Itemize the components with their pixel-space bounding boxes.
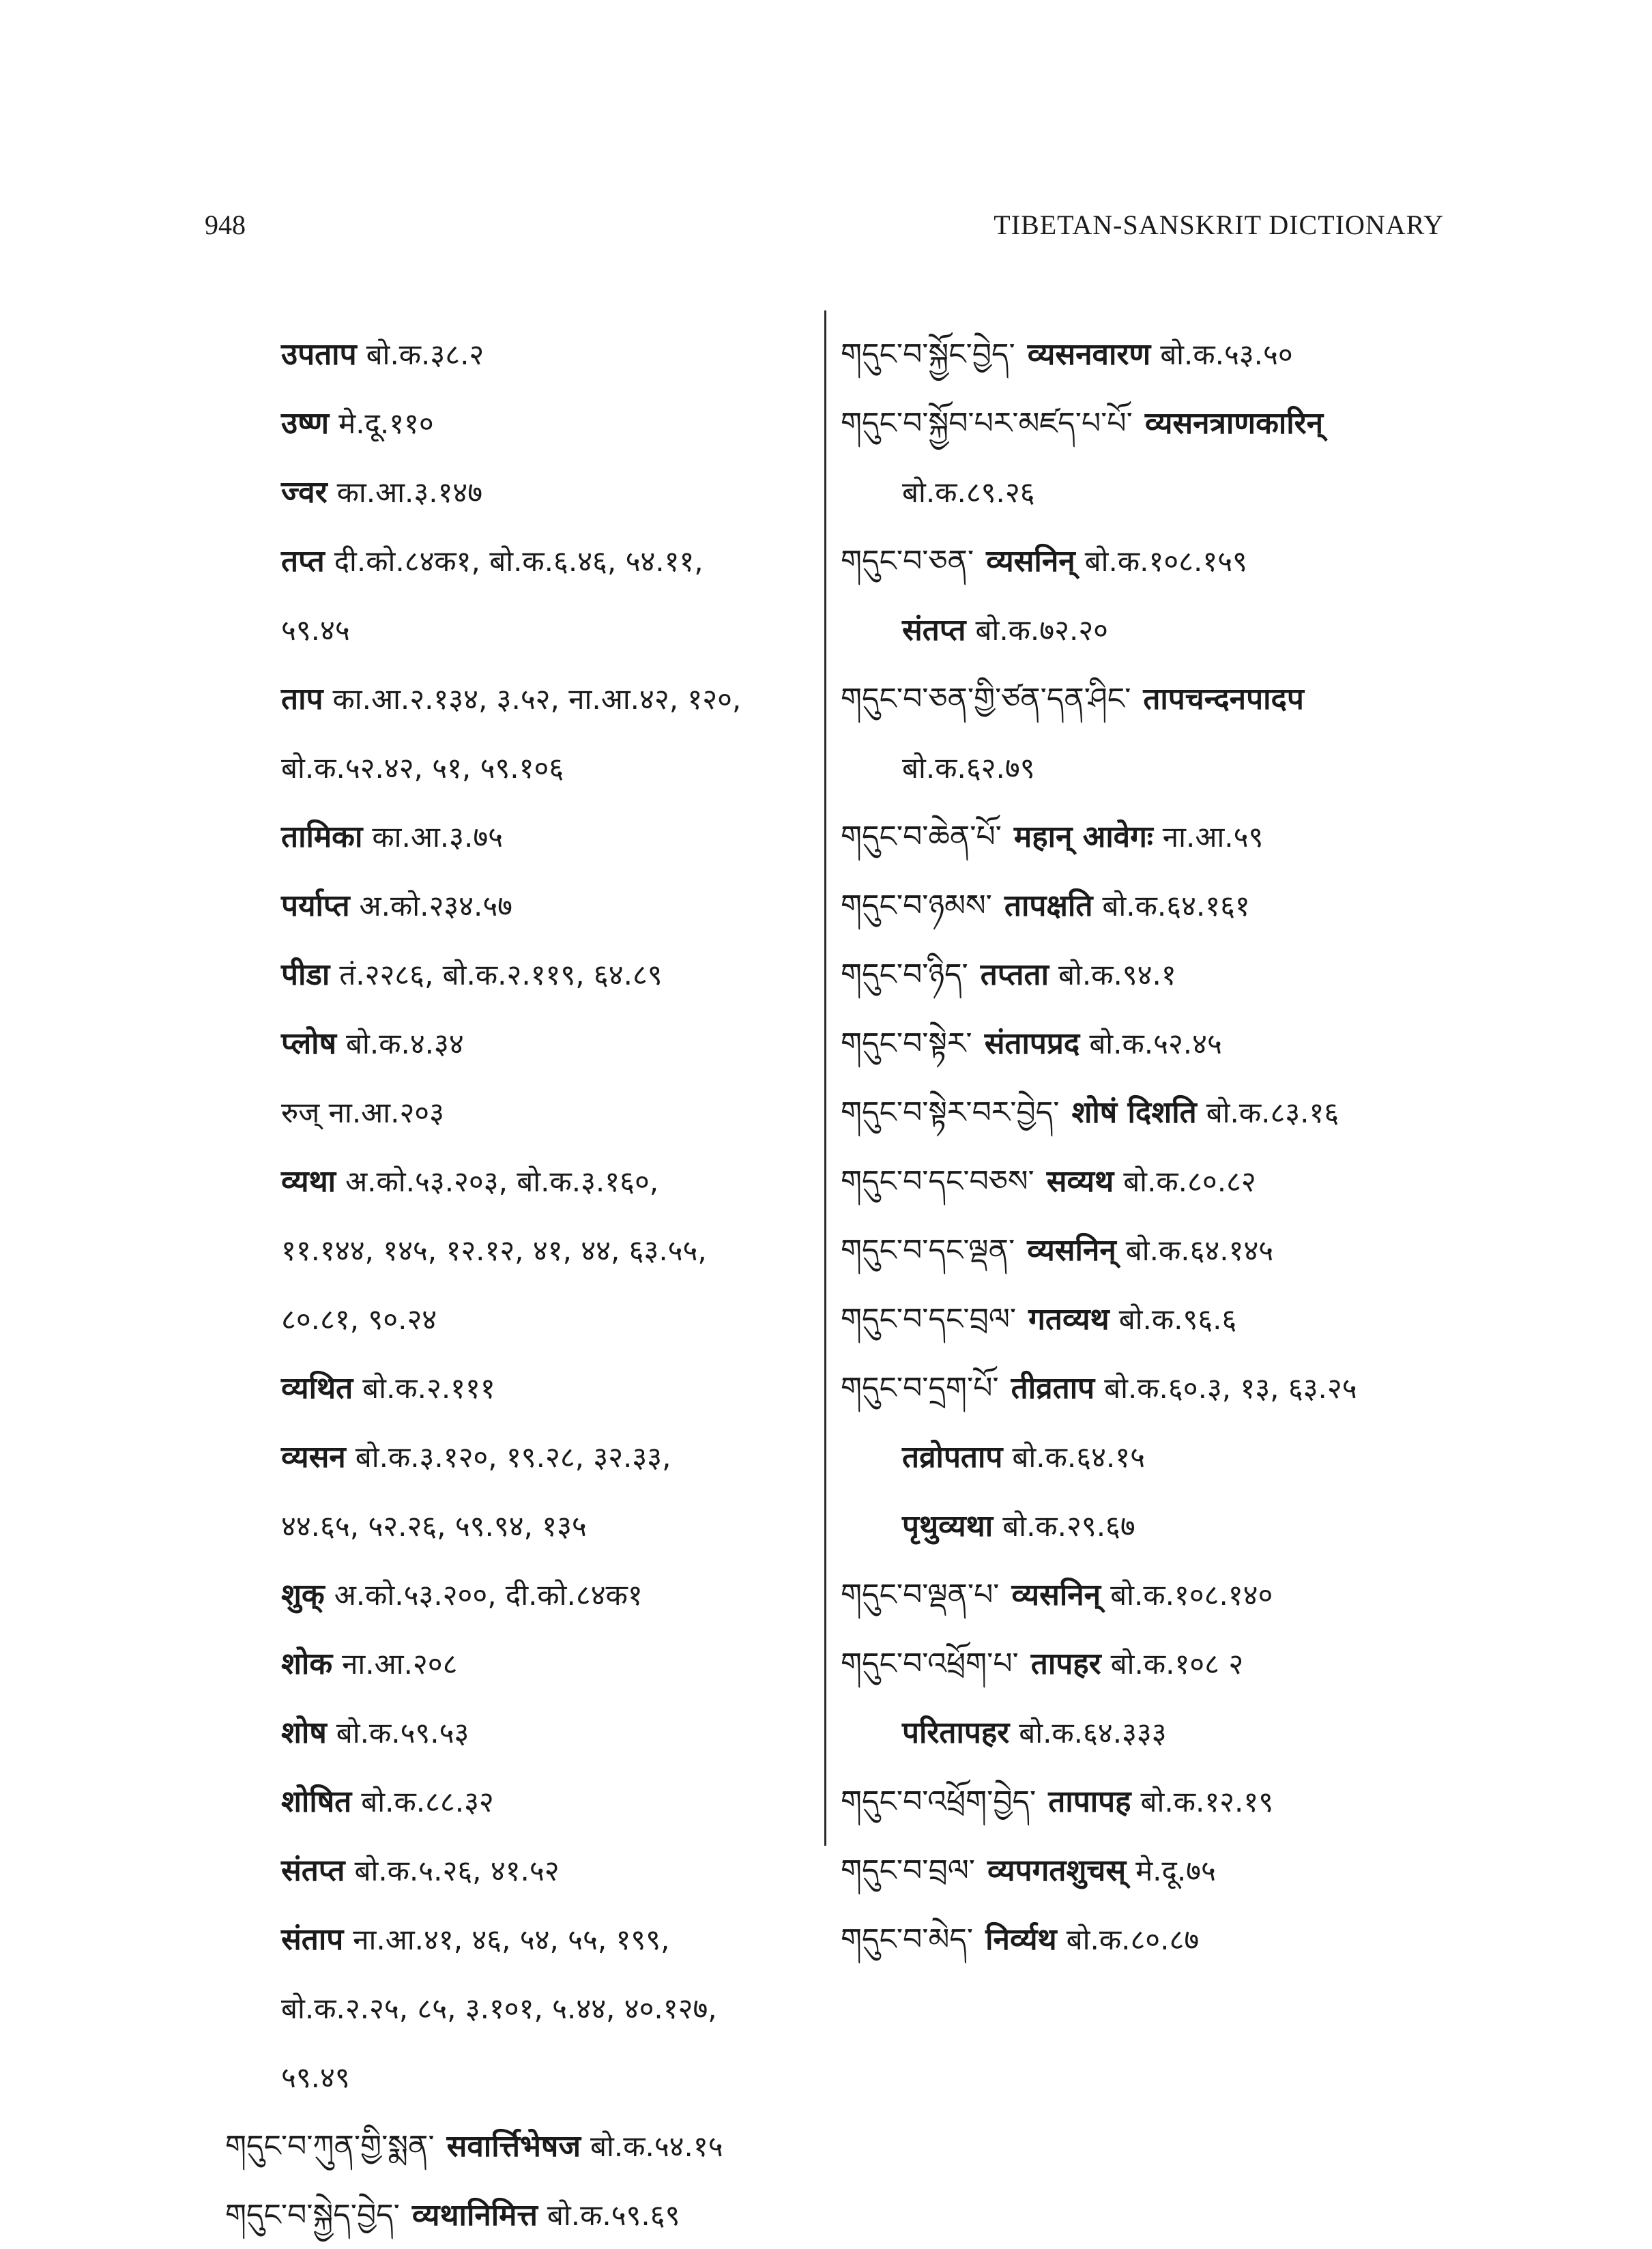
source-reference: अ.को.५३.२००, दी.को.८४क१ xyxy=(334,1578,643,1612)
dictionary-entry-line xyxy=(841,595,1455,664)
sanskrit-equivalent: उष्ण xyxy=(281,406,330,441)
sanskrit-equivalent: पृथुव्यथा xyxy=(902,1509,994,1543)
dictionary-entry-line xyxy=(841,319,1455,388)
source-reference: का.आ.२.१३४, ३.५२, ना.आ.४२, १२०, xyxy=(332,682,742,716)
source-reference: का.आ.३.७५ xyxy=(372,820,504,854)
sanskrit-equivalent: व्यसनत्राणकारिन् xyxy=(1144,406,1324,441)
sanskrit-equivalent: शोक xyxy=(281,1646,333,1681)
source-reference: बो.क.५२.४२, ५१, ५९.१०६ xyxy=(281,751,564,785)
source-reference: रुज् ना.आ.२०३ xyxy=(281,1096,444,1129)
dictionary-entry-line xyxy=(841,1077,1455,1146)
dictionary-entry-line xyxy=(225,2042,812,2111)
sanskrit-equivalent: व्यसन xyxy=(281,1440,346,1475)
dictionary-entry-line xyxy=(841,1353,1455,1422)
sanskrit-equivalent: तापहर xyxy=(1030,1646,1101,1681)
tibetan-headword: གདུང་བ་ཅན་ xyxy=(841,544,974,579)
sanskrit-equivalent: व्यसनिन् xyxy=(1027,1233,1116,1268)
sanskrit-equivalent: महान् आवेगः xyxy=(1013,819,1153,854)
source-reference: ५९.४५ xyxy=(281,613,350,647)
dictionary-entry-line xyxy=(225,388,812,457)
dictionary-entry-line xyxy=(225,457,812,526)
source-reference: बो.क.५.२६, ४१.५२ xyxy=(354,1854,560,1887)
source-reference: बो.क.१२.१९ xyxy=(1140,1785,1274,1818)
sanskrit-equivalent: शोषं दिशति xyxy=(1071,1095,1197,1130)
sanskrit-equivalent: सवार्त्तिभेषज xyxy=(446,2129,581,2164)
sanskrit-equivalent: तापापह xyxy=(1048,1784,1131,1819)
sanskrit-equivalent: ज्वर xyxy=(281,475,328,510)
page-number: 948 xyxy=(205,209,246,240)
source-reference: तं.२२८६, बो.क.२.११९, ६४.८९ xyxy=(339,958,663,991)
column-divider xyxy=(824,310,826,1846)
dictionary-entry-line xyxy=(225,2111,812,2180)
source-reference: ८०.८१, ९०.२४ xyxy=(281,1303,437,1336)
dictionary-entry-line xyxy=(841,802,1455,871)
sanskrit-equivalent: व्यसनिन् xyxy=(986,544,1075,579)
source-reference: ना.आ.४१, ४६, ५४, ५५, १९९, xyxy=(353,1923,670,1956)
dictionary-entry-line xyxy=(225,940,812,1009)
source-reference: बो.क.१०८.१४० xyxy=(1110,1578,1273,1612)
dictionary-entry-line xyxy=(225,1836,812,1904)
source-reference: अ.को.५३.२०३, बो.क.३.१६०, xyxy=(345,1165,659,1198)
source-reference: बो.क.६४.३३३ xyxy=(1019,1716,1167,1750)
dictionary-entry-line xyxy=(225,2180,812,2249)
tibetan-headword: གདུང་བ་སྐྱེད་བྱེད་ xyxy=(225,2198,400,2233)
source-reference: बो.क.९४.१ xyxy=(1058,958,1176,991)
dictionary-entry-line xyxy=(841,1629,1455,1698)
dictionary-entry-line xyxy=(225,1698,812,1767)
dictionary-entry-line xyxy=(225,664,812,733)
source-reference: बो.क.८८.३२ xyxy=(361,1785,494,1818)
dictionary-entry-line xyxy=(841,1698,1455,1767)
tibetan-headword: གདུང་བ་འཕྲོག་བྱེད་ xyxy=(841,1784,1037,1819)
dictionary-entry-line xyxy=(225,1284,812,1353)
dictionary-entry-line xyxy=(225,1629,812,1698)
dictionary-entry-line xyxy=(841,1491,1455,1560)
left-column xyxy=(225,319,812,2249)
tibetan-headword: གདུང་བ་ཅན་གྱི་ཙན་དན་ཤིང་ xyxy=(841,682,1131,716)
dictionary-entry-line xyxy=(841,664,1455,733)
tibetan-headword: གདུང་བ་སྐྱོང་བྱེད་ xyxy=(841,337,1015,372)
dictionary-entry-line xyxy=(225,1146,812,1215)
source-reference: बो.क.२.१११ xyxy=(362,1372,495,1405)
tibetan-headword: གདུང་བ་སྟེར་ xyxy=(841,1026,972,1061)
tibetan-headword: གདུང་བ་དང་ལྡན་ xyxy=(841,1233,1015,1268)
tibetan-headword: གདུང་བ་ཉིད་ xyxy=(841,957,968,992)
tibetan-headword: གདུང་བ་ལྡན་པ་ xyxy=(841,1578,1000,1612)
dictionary-entry-line xyxy=(841,733,1455,802)
sanskrit-equivalent: व्यथा xyxy=(281,1164,336,1199)
sanskrit-equivalent: व्यसनिन् xyxy=(1011,1578,1101,1612)
dictionary-entry-line xyxy=(841,871,1455,940)
source-reference: बो.क.३८.२ xyxy=(366,338,484,371)
dictionary-entry-line xyxy=(225,871,812,940)
dictionary-entry-line xyxy=(841,1422,1455,1491)
source-reference: मे.दू.७५ xyxy=(1135,1854,1216,1887)
sanskrit-equivalent: तापक्षति xyxy=(1004,888,1093,923)
dictionary-entry-line xyxy=(225,595,812,664)
sanskrit-equivalent: प्लोष xyxy=(281,1026,337,1061)
dictionary-entry-line xyxy=(225,1077,812,1146)
tibetan-headword: གདུང་བ་དང་བྲལ་ xyxy=(841,1302,1017,1337)
source-reference: बो.क.८०.८७ xyxy=(1066,1923,1200,1956)
source-reference: बो.क.२९.६७ xyxy=(1002,1509,1135,1543)
source-reference: अ.को.२३४.५७ xyxy=(359,889,513,923)
source-reference: बो.क.६४.१६१ xyxy=(1102,889,1250,923)
sanskrit-equivalent: पीडा xyxy=(281,957,330,992)
source-reference: बो.क.६४.१४५ xyxy=(1125,1234,1274,1267)
sanskrit-equivalent: उपताप xyxy=(281,337,357,372)
sanskrit-equivalent: व्यसनवारण xyxy=(1027,337,1151,372)
dictionary-entry-line xyxy=(841,1146,1455,1215)
tibetan-headword: གདུང་བ་བྲལ་ xyxy=(841,1853,976,1888)
sanskrit-equivalent: संतप्त xyxy=(902,613,966,648)
source-reference: बो.क.५९.५३ xyxy=(336,1716,469,1750)
dictionary-entry-line xyxy=(225,1491,812,1560)
dictionary-entry-line xyxy=(841,1215,1455,1284)
dictionary-entry-line xyxy=(225,1973,812,2042)
dictionary-entry-line xyxy=(225,1215,812,1284)
dictionary-entry-line xyxy=(225,733,812,802)
source-reference: का.आ.३.१४७ xyxy=(336,476,483,509)
sanskrit-equivalent: तीव्रताप xyxy=(1011,1371,1095,1406)
sanskrit-equivalent: व्यपगतशुचस् xyxy=(987,1853,1127,1888)
sanskrit-equivalent: तव्रोपताप xyxy=(902,1440,1003,1475)
sanskrit-equivalent: संतापप्रद xyxy=(984,1026,1080,1061)
dictionary-entry-line xyxy=(225,319,812,388)
tibetan-headword: གདུང་བ་སྐྱོབ་པར་མཛད་པ་པོ་ xyxy=(841,406,1133,441)
dictionary-entry-line xyxy=(225,526,812,595)
sanskrit-equivalent: परितापहर xyxy=(902,1715,1010,1750)
source-reference: बो.क.९६.६ xyxy=(1118,1303,1237,1336)
source-reference: ना.आ.५९ xyxy=(1162,820,1264,854)
dictionary-entry-line xyxy=(841,526,1455,595)
tibetan-headword: གདུང་བ་སྟེར་བར་བྱེད་ xyxy=(841,1095,1060,1130)
source-reference: बो.क.१०८ २ xyxy=(1110,1647,1244,1681)
source-reference: बो.क.५२.४५ xyxy=(1089,1027,1222,1060)
dictionary-entry-line xyxy=(841,1560,1455,1629)
sanskrit-equivalent: तप्तता xyxy=(980,957,1049,992)
source-reference: बो.क.६०.३, १३, ६३.२५ xyxy=(1104,1372,1357,1405)
dictionary-entry-line xyxy=(225,1560,812,1629)
dictionary-entry-line xyxy=(841,1904,1455,1973)
source-reference: मे.दू.११० xyxy=(338,407,434,440)
source-reference: बो.क.५९.६९ xyxy=(547,2199,680,2232)
dictionary-entry-line xyxy=(841,457,1455,526)
source-reference: ४४.६५, ५२.२६, ५९.९४, १३५ xyxy=(281,1509,587,1543)
source-reference: बो.क.६२.७९ xyxy=(902,751,1035,785)
dictionary-entry-line xyxy=(841,388,1455,457)
tibetan-headword: གདུང་བ་དྲག་པོ་ xyxy=(841,1371,999,1406)
tibetan-headword: གདུང་བ་ཆེན་པོ་ xyxy=(841,819,1002,854)
tibetan-headword: གདུང་བ་འཕྲོག་པ་ xyxy=(841,1646,1019,1681)
dictionary-entry-line xyxy=(841,1284,1455,1353)
sanskrit-equivalent: तप्त xyxy=(281,544,325,579)
tibetan-headword: གདུང་བ་ཉམས་ xyxy=(841,888,992,923)
source-reference: बो.क.७२.२० xyxy=(975,613,1108,647)
dictionary-entry-line xyxy=(841,940,1455,1009)
source-reference: ११.१४४, १४५, १२.१२, ४१, ४४, ६३.५५, xyxy=(281,1234,707,1267)
sanskrit-equivalent: पर्याप्त xyxy=(281,888,350,923)
sanskrit-equivalent: ताप xyxy=(281,682,323,716)
source-reference: बो.क.८३.१६ xyxy=(1206,1096,1339,1129)
source-reference: बो.क.५४.१५ xyxy=(590,2130,723,2163)
running-head-title: TIBETAN-SANSKRIT DICTIONARY xyxy=(994,209,1444,240)
dictionary-entry-line xyxy=(225,1009,812,1077)
source-reference: बो.क.६४.१५ xyxy=(1012,1440,1145,1474)
sanskrit-equivalent: संतप्त xyxy=(281,1853,345,1888)
source-reference: बो.क.५३.५० xyxy=(1160,338,1293,371)
right-column xyxy=(841,319,1455,1973)
source-reference: बो.क.३.१२०, १९.२८, ३२.३३, xyxy=(355,1440,671,1474)
sanskrit-equivalent: गतव्यथ xyxy=(1028,1302,1110,1337)
tibetan-headword: གདུང་བ་མེད་ xyxy=(841,1922,974,1957)
sanskrit-equivalent: शुक् xyxy=(281,1578,325,1612)
source-reference: ५९.४९ xyxy=(281,2061,350,2094)
source-reference: बो.क.८०.८२ xyxy=(1123,1165,1256,1198)
tibetan-headword: གདུང་བ་དང་བཅས་ xyxy=(841,1164,1034,1199)
sanskrit-equivalent: शोष xyxy=(281,1715,327,1750)
sanskrit-equivalent: तापचन्दनपादप xyxy=(1143,682,1304,716)
sanskrit-equivalent: तामिका xyxy=(281,819,363,854)
sanskrit-equivalent: निर्व्यथ xyxy=(985,1922,1057,1957)
dictionary-entry-line xyxy=(841,1767,1455,1836)
dictionary-entry-line xyxy=(841,1009,1455,1077)
sanskrit-equivalent: संताप xyxy=(281,1922,344,1957)
sanskrit-equivalent: शोषित xyxy=(281,1784,352,1819)
tibetan-headword: གདུང་བ་ཀུན་གྱི་སྨན་ xyxy=(225,2129,435,2164)
sanskrit-equivalent: व्यथानिमित्त xyxy=(411,2198,538,2233)
source-reference: बो.क.२.२५, ८५, ३.१०१, ५.४४, ४०.१२७, xyxy=(281,1992,717,2025)
dictionary-entry-line xyxy=(841,1836,1455,1904)
source-reference: बो.क.४.३४ xyxy=(346,1027,464,1060)
dictionary-entry-line xyxy=(225,802,812,871)
dictionary-entry-line xyxy=(225,1353,812,1422)
source-reference: बो.क.८९.२६ xyxy=(902,476,1035,509)
dictionary-entry-line xyxy=(225,1904,812,1973)
source-reference: दी.को.८४क१, बो.क.६.४६, ५४.११, xyxy=(334,545,704,578)
dictionary-entry-line xyxy=(225,1767,812,1836)
sanskrit-equivalent: सव्यथ xyxy=(1046,1164,1114,1199)
sanskrit-equivalent: व्यथित xyxy=(281,1371,353,1406)
source-reference: बो.क.१०८.१५९ xyxy=(1084,545,1247,578)
dictionary-entry-line xyxy=(225,1422,812,1491)
source-reference: ना.आ.२०८ xyxy=(342,1647,458,1681)
